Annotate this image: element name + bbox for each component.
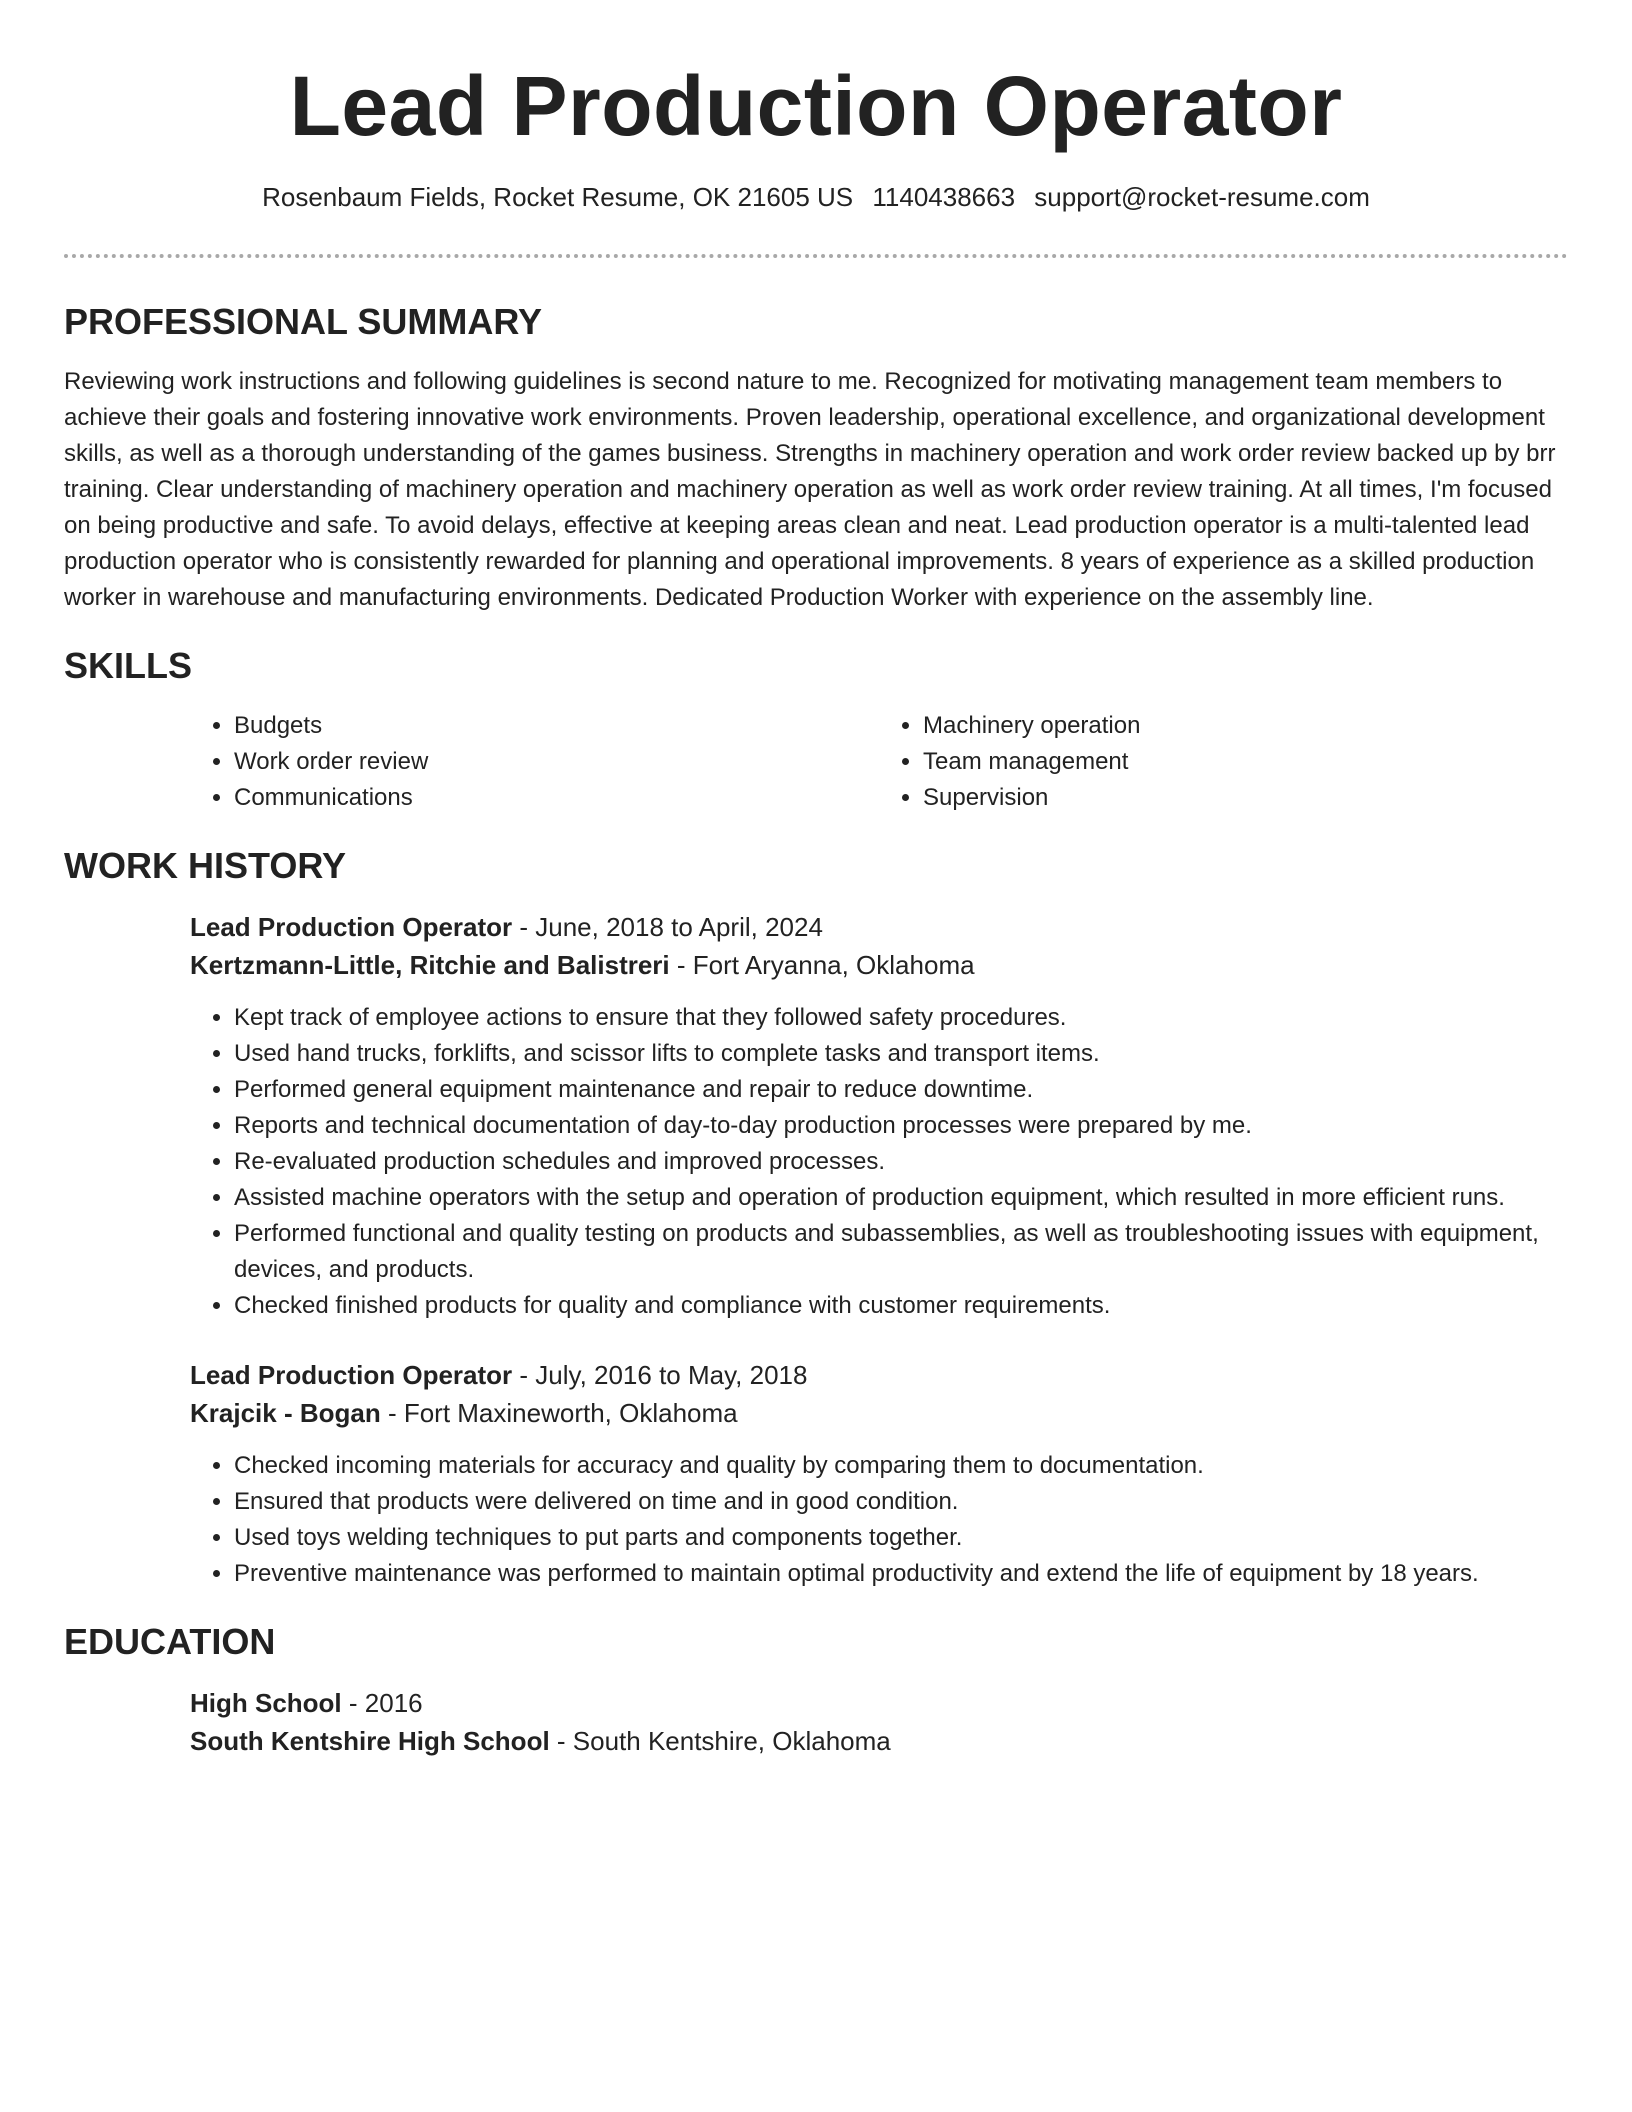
job-entry (190, 1356, 1568, 1592)
header-divider (64, 254, 1568, 258)
job-bullet: • Preventive maintenance was performed to maintain optimal productivity and extend the life of equipment by 18 years. (234, 1556, 1568, 1592)
summary-title: PROFESSIONAL SUMMARY (64, 301, 543, 342)
job-bullets (190, 1448, 1568, 1592)
skill-item: • Team management (923, 744, 1568, 780)
skills-columns (190, 708, 1568, 816)
job-role: Lead Production Operator (190, 912, 513, 942)
skill-item: • Work order review (234, 744, 879, 780)
skill-item: • Budgets (234, 708, 879, 744)
resume-page (64, 0, 1568, 1760)
education-title: EDUCATION (64, 1621, 276, 1662)
job-role: Lead Production Operator (190, 1360, 513, 1390)
education-school-line (190, 1722, 1568, 1760)
job-bullet: • Performed functional and quality testing on products and subassemblies, as well as troubleshooting issues with equipment, devices, and products. (234, 1216, 1568, 1288)
job-title-line (190, 1356, 1568, 1394)
education-school: South Kentshire High School (190, 1726, 550, 1756)
contact-address: Rosenbaum Fields, Rocket Resume, OK 21605 US (262, 182, 854, 212)
job-bullet: • Used hand trucks, forklifts, and scissor lifts to complete tasks and transport items. (234, 1036, 1568, 1072)
job-company: Kertzmann-Little, Ritchie and Balistreri (190, 950, 670, 980)
skills-section (64, 644, 1568, 816)
job-bullet: • Re-evaluated production schedules and improved processes. (234, 1144, 1568, 1180)
skill-item: • Machinery operation (923, 708, 1568, 744)
job-bullet: • Ensured that products were delivered on time and in good condition. (234, 1484, 1568, 1520)
skills-list-left (190, 708, 879, 816)
contact-phone: 1140438663 (872, 182, 1016, 212)
skill-item: • Supervision (923, 780, 1568, 816)
contact-line (64, 180, 1568, 214)
job-bullet: • Checked incoming materials for accuracy and quality by comparing them to documentation. (234, 1448, 1568, 1484)
job-bullet: • Kept track of employee actions to ensure that they followed safety procedures. (234, 1000, 1568, 1036)
job-bullet: • Assisted machine operators with the setup and operation of production equipment, which resulted in more efficient runs. (234, 1180, 1568, 1216)
skill-item: • Communications (234, 780, 879, 816)
job-title-line (190, 908, 1568, 946)
job-bullet: • Used toys welding techniques to put parts and components together. (234, 1520, 1568, 1556)
skills-list-right (879, 708, 1568, 816)
job-bullet: • Performed general equipment maintenance and repair to reduce downtime. (234, 1072, 1568, 1108)
education-degree-line (190, 1684, 1568, 1722)
job-entry (190, 908, 1568, 1324)
contact-email: support@rocket-resume.com (1034, 182, 1370, 212)
summary-text: Reviewing work instructions and following guidelines is second nature to me. Recognized for motivating management team members to achieve their goals and fostering innovative work environments. Proven leadership, operational excellence, and organizational development skills, as well as a thorough understanding of the games business. Strengths in machinery operation and work order review backed up by brr training. Clear understanding of machinery operation and machinery operation as well as work order review training. At all times, I'm focused on being productive and safe. To avoid delays, effective at keeping areas clean and neat. Lead production operator is a multi-talented lead production operator who is consistently rewarded for planning and operational improvements. 8 years of experience as a skilled production worker in warehouse and manufacturing environments. Dedicated Production Worker with experience on the assembly line. (64, 368, 1556, 611)
work-title: WORK HISTORY (64, 845, 347, 886)
work-section (64, 844, 1568, 1592)
education-section (64, 1620, 1568, 1760)
education-location: - South Kentshire, Oklahoma (549, 1726, 891, 1756)
job-bullet: • Reports and technical documentation of day-to-day production processes were prepared by me. (234, 1108, 1568, 1144)
education-entry (190, 1684, 1568, 1760)
job-company: Krajcik - Bogan (190, 1398, 381, 1428)
education-year: - 2016 (341, 1688, 423, 1718)
education-degree: High School (190, 1688, 342, 1718)
job-dates: - June, 2018 to April, 2024 (512, 912, 823, 942)
job-dates: - July, 2016 to May, 2018 (512, 1360, 808, 1390)
summary-section (64, 300, 1568, 616)
job-bullets (190, 1000, 1568, 1324)
job-location: - Fort Maxineworth, Oklahoma (380, 1398, 738, 1428)
job-company-line (190, 946, 1568, 984)
job-bullet: • Checked finished products for quality and compliance with customer requirements. (234, 1288, 1568, 1324)
candidate-name: Lead Production Operator (289, 59, 1343, 153)
job-company-line (190, 1394, 1568, 1432)
skills-title: SKILLS (64, 645, 193, 686)
job-location: - Fort Aryanna, Oklahoma (669, 950, 975, 980)
